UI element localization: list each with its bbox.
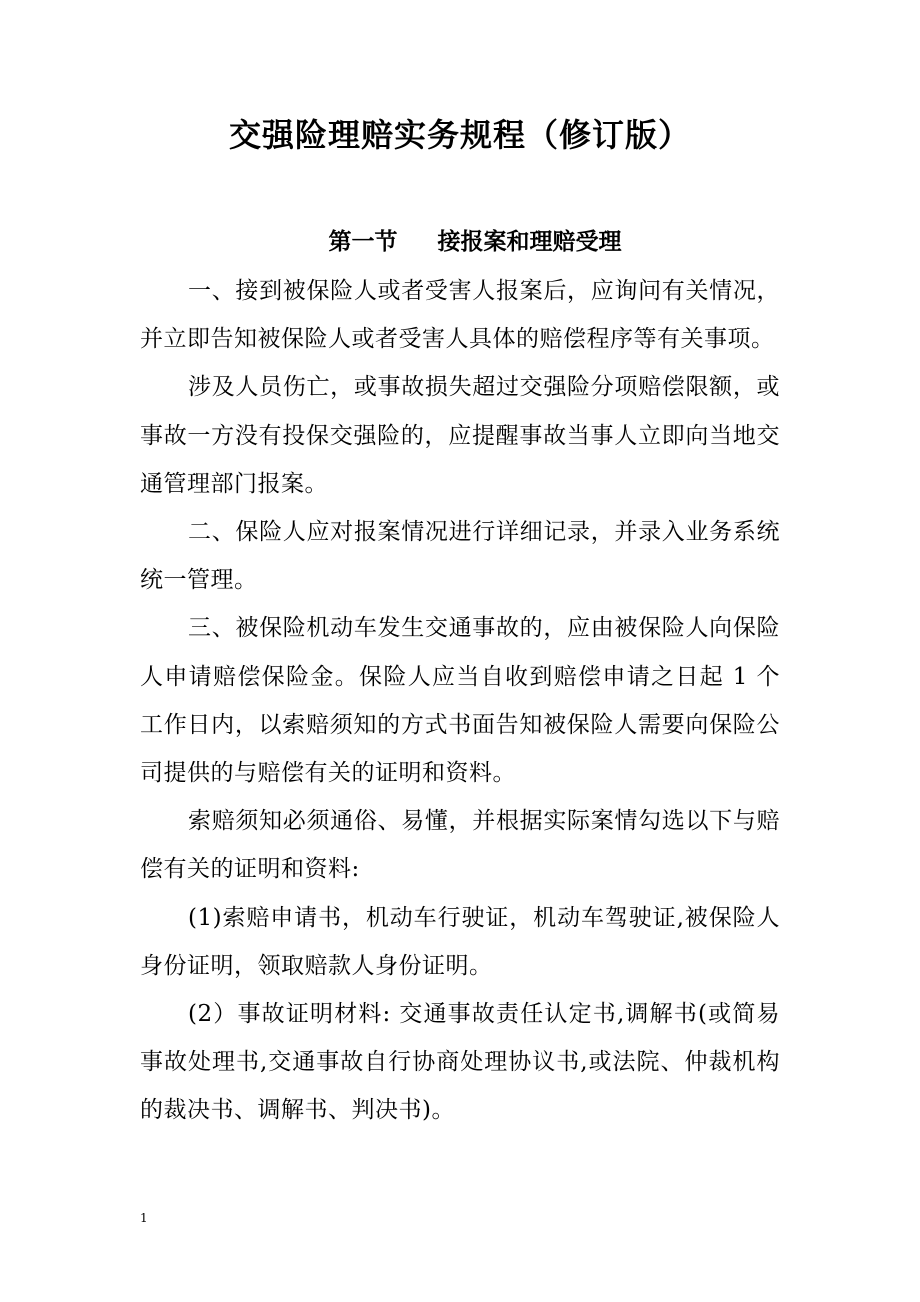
document-body — [140, 267, 780, 1135]
paragraph-report-inquiry: 一、接到被保险人或者受害人报案后，应询问有关情况，并立即告知被保险人或者受害人具体的赔偿程序等有关事项。 — [140, 278, 780, 353]
section-number: 第一节 — [328, 228, 398, 255]
section-title: 接报案和理赔受理 — [437, 228, 622, 255]
paragraph-claim-notice: 索赔须知必须通俗、易懂，并根据实际案情勾选以下与赔偿有关的证明和资料: — [140, 808, 780, 883]
paragraph-item-2: (2）事故证明材料: 交通事故责任认定书,调解书(或简易事故处理书,交通事故自行协商处理协议书,或法院、仲裁机构的裁决书、调解书、判决书)。 — [140, 1001, 780, 1124]
paragraph-item-1: (1)索赔申请书，机动车行驶证，机动车驾驶证,被保险人身份证明，领取赔款人身份证明。 — [140, 904, 780, 979]
page-number: 1 — [140, 1211, 148, 1225]
paragraph-claim-application: 三、被保险机动车发生交通事故的，应由被保险人向保险人申请赔偿保险金。保险人应当自收到赔偿申请之日起 1 个工作日内，以索赔须知的方式书面告知被保险人需要向保险公司提供的与赔偿有关的证明和资料。 — [140, 615, 780, 787]
document-title: 交强险理赔实务规程（修订版） — [228, 116, 691, 154]
paragraph-casualty-report: 涉及人员伤亡，或事故损失超过交强险分项赔偿限额，或事故一方没有投保交强险的，应提醒事故当事人立即向当地交通管理部门报案。 — [140, 374, 780, 497]
paragraph-record-keeping: 二、保险人应对报案情况进行详细记录，并录入业务系统统一管理。 — [140, 519, 780, 594]
section-heading — [0, 222, 920, 262]
